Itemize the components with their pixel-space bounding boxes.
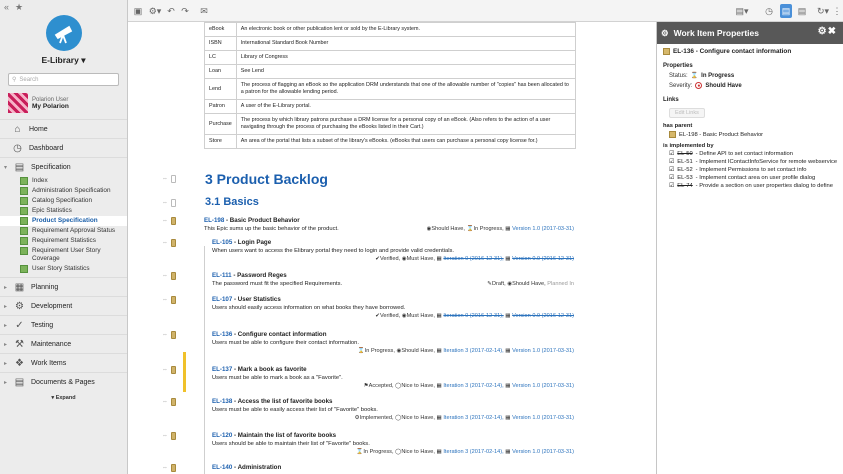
task-icon: ☑ bbox=[669, 159, 675, 165]
link-icon[interactable]: ⇔ bbox=[162, 218, 168, 224]
calendar-icon: ▦ bbox=[505, 313, 511, 319]
implemented-by-link[interactable]: ☑ EL-53 - Implement contact area on user profile dialog bbox=[669, 175, 816, 181]
work-item-id[interactable]: EL-107 bbox=[212, 296, 233, 303]
sub-item-catalog-spec[interactable]: Catalog Specification bbox=[0, 196, 127, 206]
work-item-handle[interactable] bbox=[171, 296, 176, 304]
work-item-description: Users should easily access information on what books they have borrowed. bbox=[212, 305, 406, 311]
collapse-sidebar-icon[interactable]: « bbox=[4, 2, 10, 12]
work-item-icon bbox=[663, 48, 670, 55]
calendar-icon: ▦ bbox=[505, 383, 511, 389]
calendar-icon: ▦ bbox=[436, 415, 442, 421]
work-item-handle[interactable] bbox=[171, 331, 176, 339]
work-item-description: When users want to access the Elibrary portal they need to login and provide valid credentials. bbox=[212, 248, 454, 254]
severity-icon: ◉ bbox=[401, 256, 407, 262]
severity-icon: ◉ bbox=[401, 313, 407, 319]
work-item-el-136[interactable]: EL-136 - Configure contact information Users must be able to configure their contact information. ⌛In Progress, ◉Should Have, ▦ Iteration 3 (2017-02-14), ▦ Version 1.0 (2017-03-31) bbox=[212, 331, 574, 354]
link-icon[interactable]: ⇔ bbox=[162, 399, 168, 405]
page-icon bbox=[20, 177, 28, 185]
links-section-title: Links bbox=[663, 97, 679, 103]
calendar-icon: ▦ bbox=[436, 313, 442, 319]
page-icon bbox=[20, 265, 28, 273]
parent-link[interactable]: EL-198 - Basic Product Behavior bbox=[669, 131, 843, 138]
heading-gutter[interactable] bbox=[162, 199, 182, 207]
severity-icon: ◉ bbox=[396, 348, 402, 354]
nav-item-maintenance[interactable]: ▸ ⚒ Maintenance bbox=[0, 334, 127, 353]
dashboard-icon: ◷ bbox=[13, 142, 22, 154]
document-icon bbox=[20, 197, 28, 205]
severity-icon: ◯ bbox=[395, 383, 402, 389]
panel-settings-icon[interactable]: ⚙✖ bbox=[817, 26, 837, 37]
verified-icon: ✔ bbox=[375, 256, 380, 262]
telescope-icon bbox=[52, 21, 76, 45]
work-item-id[interactable]: EL-111 bbox=[212, 272, 232, 279]
caret-right-icon[interactable]: ▸ bbox=[4, 360, 8, 367]
document-editor[interactable] bbox=[128, 22, 656, 474]
main-nav bbox=[0, 119, 127, 176]
heading-product-backlog: 3 Product Backlog bbox=[205, 171, 328, 187]
link-icon[interactable]: ⇔ bbox=[162, 465, 168, 471]
work-item-id[interactable]: EL-140 bbox=[212, 464, 233, 471]
severity-icon: ◉ bbox=[426, 226, 432, 232]
work-item-attributes: ✔Verified, ◉Must Have, ▦ Iteration 0 (2016-12-31), ▦ Version 0.9 (2016-12-31) bbox=[375, 313, 574, 319]
table-row: LC Library of Congress bbox=[205, 51, 576, 65]
work-item-handle[interactable] bbox=[171, 272, 176, 280]
save-icon[interactable]: ▣ bbox=[133, 5, 143, 16]
selected-work-item[interactable]: EL-136 - Configure contact information bbox=[657, 44, 843, 55]
table-row: Lend The process of flagging an eBook so the application DRM understands that one of the allowable number of "copies" has been allocated to a patron for the allowable lending period. bbox=[205, 79, 576, 100]
outline-panel-toggle[interactable]: ▤ bbox=[797, 5, 807, 16]
accepted-icon: ⚑ bbox=[363, 383, 369, 389]
implemented-by-link[interactable]: ☑ EL-74 - Provide a section on user properties dialog to define bbox=[669, 183, 833, 189]
implemented-icon: ⚙ bbox=[354, 415, 360, 421]
document-icon bbox=[20, 187, 28, 195]
link-icon[interactable]: ⇔ bbox=[162, 200, 168, 206]
work-item-description: Users must be able to easily access their list of "Favorite" books. bbox=[212, 407, 378, 413]
work-item-attributes: ⚙Implemented, ◯Nice to Have, ▦ Iteration 3 (2017-02-14), ▦ Version 1.0 (2017-03-31) bbox=[354, 415, 574, 421]
work-item-description: Users should be able to maintain their list of "Favorite" books. bbox=[212, 441, 370, 447]
severity-icon: ◉ bbox=[507, 281, 513, 287]
sidebar-top-bar bbox=[0, 0, 127, 14]
panel-header bbox=[657, 22, 843, 44]
work-item-description: Users must be able to mark a book as a "Favorite". bbox=[212, 375, 343, 381]
more-icon[interactable]: ⋮ bbox=[832, 5, 842, 16]
has-parent-label: has parent bbox=[663, 123, 693, 129]
work-item-description: Users must be able to configure their contact information. bbox=[212, 340, 359, 346]
caret-down-icon[interactable]: ▾ bbox=[4, 164, 8, 171]
table-row: Patron A user of the E-Library portal. bbox=[205, 100, 576, 114]
project-logo[interactable] bbox=[46, 15, 82, 51]
sidebar bbox=[0, 0, 128, 474]
calendar-icon: ▦ bbox=[505, 256, 511, 262]
maintenance-icon: ⚒ bbox=[15, 338, 24, 350]
status-icon: ⌛ bbox=[357, 348, 365, 354]
page-icon bbox=[20, 237, 28, 245]
caret-right-icon[interactable]: ▸ bbox=[4, 284, 8, 291]
nav-item-home[interactable]: ⌂ Home bbox=[0, 119, 127, 138]
link-icon[interactable]: ⇔ bbox=[162, 240, 168, 246]
caret-right-icon[interactable]: ▸ bbox=[4, 322, 8, 329]
item-gutter[interactable] bbox=[162, 432, 182, 440]
work-item-attributes: ⚑Accepted, ◯Nice to Have, ▦ Iteration 3 (2017-02-14), ▦ Version 1.0 (2017-03-31) bbox=[363, 383, 574, 389]
work-item-handle[interactable] bbox=[171, 217, 176, 225]
page-icon bbox=[20, 227, 28, 235]
properties-panel-toggle[interactable]: ▤ bbox=[780, 4, 792, 18]
work-item-handle[interactable] bbox=[171, 464, 176, 472]
chevron-down-icon[interactable]: ▾ bbox=[81, 55, 86, 65]
nesting-line bbox=[204, 246, 205, 474]
properties-section-title: Properties bbox=[663, 63, 693, 69]
table-row: eBook An electronic book or other publication lent or sold by the E-Library system. bbox=[205, 23, 576, 37]
block-handle[interactable] bbox=[171, 175, 176, 183]
verified-icon: ✔ bbox=[375, 313, 380, 319]
user-name: Polarion User bbox=[32, 96, 69, 103]
task-icon: ☑ bbox=[669, 175, 675, 181]
item-gutter[interactable] bbox=[162, 331, 182, 339]
link-icon[interactable]: ⇔ bbox=[162, 273, 168, 279]
work-item-el-137[interactable]: EL-137 - Mark a book as favorite Users must be able to mark a book as a "Favorite". ⚑Accepted, ◯Nice to Have, ▦ Iteration 3 (2017-02-14), ▦ Version 1.0 (2017-03-31) bbox=[212, 366, 574, 389]
document-icon bbox=[20, 217, 28, 225]
table-row: ISBN International Standard Book Number bbox=[205, 37, 576, 51]
item-gutter[interactable] bbox=[162, 296, 182, 304]
glossary-table bbox=[204, 22, 576, 149]
history-icon[interactable]: ◷ bbox=[765, 5, 773, 16]
calendar-icon: ▦ bbox=[436, 449, 442, 455]
severity-icon: ◯ bbox=[395, 415, 402, 421]
calendar-icon: ▦ bbox=[505, 226, 511, 232]
avatar bbox=[8, 93, 28, 113]
severity-icon: ◯ bbox=[395, 449, 402, 455]
comment-icon[interactable]: ✉ bbox=[200, 5, 208, 16]
planning-icon: ▦ bbox=[14, 281, 25, 293]
sub-item-administration-spec[interactable]: Administration Specification bbox=[0, 186, 127, 196]
nav-item-dashboard[interactable]: ◷ Dashboard bbox=[0, 138, 127, 157]
status-icon: ⌛ bbox=[690, 73, 699, 79]
implemented-by-link[interactable]: ☑ EL-50 - Define API to set contact information bbox=[669, 151, 793, 157]
sub-item-user-story-statistics[interactable]: User Story Statistics bbox=[0, 264, 127, 274]
table-row: Loan See Lend bbox=[205, 65, 576, 79]
heading-basics: 3.1 Basics bbox=[205, 196, 259, 208]
calendar-icon: ▦ bbox=[436, 256, 442, 262]
work-item-handle[interactable] bbox=[171, 432, 176, 440]
sub-item-index[interactable]: Index bbox=[0, 176, 127, 186]
link-icon[interactable]: ⇔ bbox=[162, 433, 168, 439]
sub-item-requirement-statistics[interactable]: Requirement Statistics bbox=[0, 236, 127, 246]
my-polarion-link[interactable]: My Polarion bbox=[32, 102, 69, 110]
work-item-handle[interactable] bbox=[171, 366, 176, 374]
sub-item-product-spec[interactable]: Product Specification bbox=[0, 216, 127, 226]
calendar-icon: ▦ bbox=[505, 449, 511, 455]
table-row: Purchase The process by which library patrons purchase a DRM license for a personal copy of an eBook. (Also refers to the action of a user navigating through the process of purchasing the eBooks listed in their Cart.) bbox=[205, 114, 576, 135]
sub-item-epic-statistics[interactable]: Epic Statistics bbox=[0, 206, 127, 216]
work-item-id[interactable]: EL-120 bbox=[212, 432, 233, 439]
expand-button[interactable]: ▾ Expand bbox=[51, 395, 76, 401]
link-icon[interactable]: ⇔ bbox=[162, 297, 168, 303]
link-icon[interactable]: ⇔ bbox=[162, 332, 168, 338]
task-icon: ☑ bbox=[669, 183, 675, 189]
refresh-icon[interactable]: ↻▾ bbox=[816, 5, 830, 16]
page-icon bbox=[20, 207, 28, 215]
work-item-el-120[interactable]: EL-120 - Maintain the list of favorite books Users should be able to maintain their list of "Favorite" books. ⌛In Progress, ◯Nice to Have, ▦ Iteration 3 (2017-02-14), ▦ Version 1.0 (2017-03-31) bbox=[212, 432, 574, 455]
sub-item-requirement-coverage[interactable]: Requirement User Story Coverage bbox=[0, 246, 127, 264]
item-gutter[interactable] bbox=[162, 464, 182, 472]
implemented-by-label: is implemented by bbox=[663, 143, 714, 149]
work-item-attributes: ✔Verified, ◉Must Have, ▦ Iteration 0 (2016-12-31), ▦ Version 0.9 (2016-12-31) bbox=[375, 256, 574, 262]
caret-right-icon[interactable]: ▸ bbox=[4, 303, 8, 310]
bottom-nav bbox=[0, 277, 127, 391]
work-item-el-140[interactable]: EL-140 - Administration bbox=[212, 464, 282, 471]
task-icon: ☑ bbox=[669, 167, 675, 173]
calendar-icon: ▦ bbox=[436, 348, 442, 354]
documents-icon: ▤ bbox=[14, 376, 25, 388]
nav-item-development[interactable]: ▸ ⚙ Development bbox=[0, 296, 127, 315]
work-item-el-107[interactable]: EL-107 - User Statistics Users should easily access information on what books they have borrowed. ✔Verified, ◉Must Have, ▦ Iteration 0 (2016-12-31), ▦ Version 0.9 (2016-12-31) bbox=[212, 296, 574, 319]
work-item-el-138[interactable]: EL-138 - Access the list of favorite books Users must be able to easily access their list of "Favorite" books. ⚙Implemented, ◯Nice to Have, ▦ Iteration 3 (2017-02-14), ▦ Version 1.0 (2017-03-31) bbox=[212, 398, 574, 421]
nav-item-testing[interactable]: ▸ ✓ Testing bbox=[0, 315, 127, 334]
work-item-handle[interactable] bbox=[171, 398, 176, 406]
work-item-attributes: ⌛In Progress, ◉Should Have, ▦ Iteration 3 (2017-02-14), ▦ Version 1.0 (2017-03-31) bbox=[357, 348, 574, 354]
work-item-description: This Epic sums up the basic behavior of the product. ◉Should Have, ⌛In Progress, ▦ Version 1.0 (2017-03-31) bbox=[204, 226, 574, 232]
work-item-properties-icon: ⚙ bbox=[661, 27, 669, 38]
link-icon[interactable]: ⇔ bbox=[162, 367, 168, 373]
work-item-id[interactable]: EL-137 bbox=[212, 366, 233, 373]
status-icon: ⌛ bbox=[356, 449, 364, 455]
page-icon bbox=[20, 247, 28, 255]
search-input[interactable] bbox=[8, 73, 119, 86]
nav-item-planning[interactable]: ▸ ▦ Planning bbox=[0, 277, 127, 296]
item-gutter[interactable] bbox=[162, 239, 182, 247]
view-menu-button[interactable]: ▤▾ bbox=[735, 5, 749, 16]
work-item-id[interactable]: EL-105 bbox=[212, 239, 233, 246]
project-name[interactable]: E-Library ▾ bbox=[41, 55, 86, 65]
table-row: Store An area of the portal that lists a subset of the library's eBooks. (eBooks that users can purchase a personal copy license for.) bbox=[205, 135, 576, 149]
work-items-icon: ❖ bbox=[15, 357, 24, 369]
link-icon[interactable]: ⇔ bbox=[162, 176, 168, 182]
draft-icon: ✎ bbox=[487, 281, 492, 287]
heading-gutter[interactable] bbox=[162, 175, 182, 183]
work-item-icon bbox=[669, 131, 676, 138]
selected-item-marker bbox=[183, 352, 186, 392]
work-item-id[interactable]: EL-198 bbox=[204, 217, 225, 224]
status-icon: ⌛ bbox=[466, 226, 474, 232]
task-icon: ☑ bbox=[669, 151, 675, 157]
implemented-by-link[interactable]: ☑ EL-51 - Implement IContactInfoService for remote webservice bbox=[669, 159, 838, 165]
work-item-description: The password must fit the specified Requirements. ✎Draft, ◉Should Have, Planned In bbox=[212, 281, 574, 287]
work-item-properties-panel bbox=[656, 22, 843, 474]
calendar-icon: ▦ bbox=[505, 348, 511, 354]
severity-field[interactable]: Severity: ● Should Have bbox=[669, 82, 742, 89]
undo-icon[interactable]: ↶ bbox=[167, 5, 175, 16]
implemented-by-link[interactable]: ☑ EL-52 - Implement Permissions to set contact info bbox=[669, 167, 807, 173]
severity-icon: ● bbox=[697, 82, 701, 89]
home-icon: ⌂ bbox=[14, 123, 21, 135]
redo-icon[interactable]: ↷ bbox=[181, 5, 189, 16]
work-item-id[interactable]: EL-136 bbox=[212, 331, 233, 338]
caret-right-icon[interactable]: ▸ bbox=[4, 379, 8, 386]
document-toolbar bbox=[128, 0, 843, 22]
specification-icon: ▤ bbox=[14, 161, 25, 173]
item-gutter[interactable] bbox=[162, 398, 182, 406]
work-item-attributes: ⌛In Progress, ◯Nice to Have, ▦ Iteration 3 (2017-02-14), ▦ Version 1.0 (2017-03-31) bbox=[356, 449, 574, 455]
search-icon: ⚲ bbox=[12, 77, 17, 83]
block-handle[interactable] bbox=[171, 199, 176, 207]
testing-icon: ✓ bbox=[15, 319, 24, 331]
item-gutter[interactable] bbox=[162, 272, 182, 280]
calendar-icon: ▦ bbox=[436, 383, 442, 389]
work-item-handle[interactable] bbox=[171, 239, 176, 247]
specification-subnav bbox=[0, 176, 127, 274]
status-field[interactable]: Status: ⌛ In Progress bbox=[669, 72, 735, 79]
work-item-el-105[interactable]: EL-105 - Login Page When users want to access the Elibrary portal they need to login and provide valid credentials. ✔Verified, ◉Must Have, ▦ Iteration 0 (2016-12-31), ▦ Version 0.9 (2016-12-31) bbox=[212, 239, 574, 262]
nav-item-work-items[interactable]: ▸ ❖ Work Items bbox=[0, 353, 127, 372]
panel-title: Work Item Properties bbox=[673, 28, 759, 38]
work-item-el-111[interactable]: EL-111 - Password Reges The password must fit the specified Requirements. ✎Draft, ◉Should Have, Planned In bbox=[212, 272, 574, 287]
star-icon[interactable]: ★ bbox=[15, 1, 24, 12]
development-icon: ⚙ bbox=[15, 300, 24, 312]
edit-links-button[interactable]: Edit Links bbox=[669, 108, 705, 118]
item-gutter[interactable] bbox=[162, 366, 182, 374]
nav-item-documents[interactable]: ▸ ▤ Documents & Pages bbox=[0, 372, 127, 391]
settings-menu-button[interactable]: ⚙▾ bbox=[148, 5, 162, 16]
caret-right-icon[interactable]: ▸ bbox=[4, 341, 8, 348]
calendar-icon: ▦ bbox=[505, 415, 511, 421]
nav-item-specification[interactable]: ▾ ▤ Specification bbox=[0, 157, 127, 176]
user-profile[interactable] bbox=[8, 93, 119, 113]
work-item-el-198[interactable]: EL-198 - Basic Product Behavior This Epic sums up the basic behavior of the product. ◉Should Have, ⌛In Progress, ▦ Version 1.0 (2017-03-31) bbox=[204, 217, 574, 232]
search-placeholder: Search bbox=[19, 76, 39, 83]
sub-item-requirement-approval[interactable]: Requirement Approval Status bbox=[0, 226, 127, 236]
work-item-id[interactable]: EL-138 bbox=[212, 398, 233, 405]
item-gutter[interactable] bbox=[162, 217, 182, 225]
